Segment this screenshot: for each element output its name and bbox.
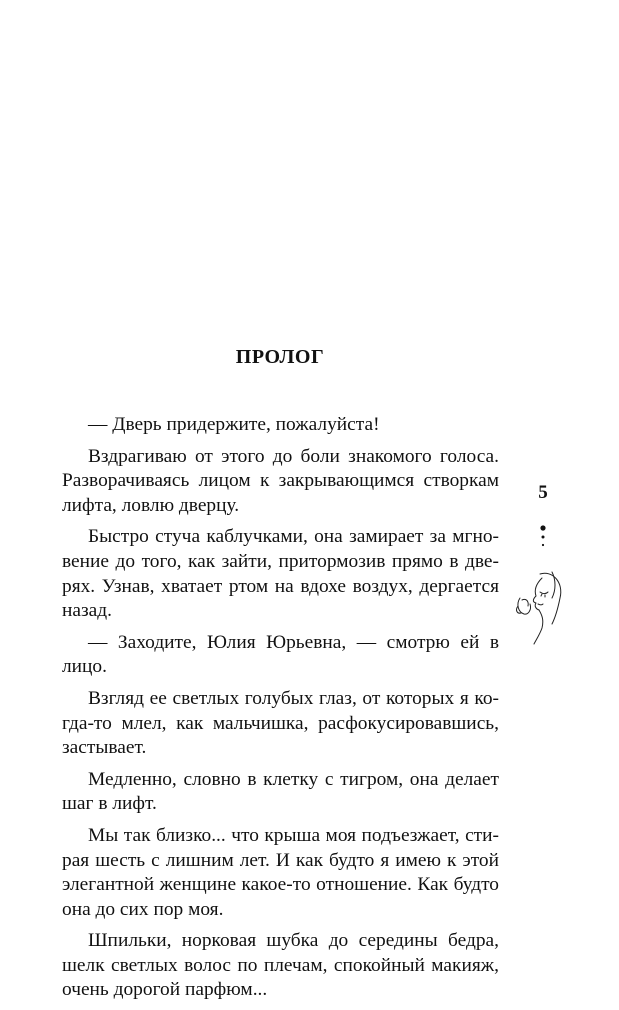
paragraph: Взгляд ее светлых голубых глаз, от которых я когда-то млел, как мальчишка, расфокусировавшись, застывает. xyxy=(62,687,499,759)
paragraph: — Заходите, Юлия Юрьевна, — смотрю ей в лицо. xyxy=(62,631,499,678)
paragraph: Быстро стуча каблучками, она замирает за мгновение до того, как зайти, притормозив прямо в дверях. Узнав, хватает ртом на вдохе воздух, дергается назад. xyxy=(62,526,499,622)
page-number: 5 xyxy=(538,482,548,503)
face-sketch-icon xyxy=(512,568,568,646)
paragraph: Шпильки, норковая шубка до середины бедра, шелк светлых волос по плечам, спокойный макияж, очень дорогой парфюм... xyxy=(62,930,499,1001)
paragraph: Медленно, словно в клетку с тигром, она делает шаг в лифт. xyxy=(62,768,499,815)
paragraph: Мы так близко... что крыша моя подъезжает, стирая шесть с лишним лет. И как будто я имею к этой элегантной женщине какое-то отношение. Как будто она до сих пор моя. xyxy=(62,824,499,920)
paragraph: Вздрагиваю от этого до боли знакомого голоса. Разворачиваясь лицом к закрывающимся створкам лифта, ловлю дверцу. xyxy=(62,445,499,516)
text-block xyxy=(62,413,499,1010)
paragraph: — Дверь придержите, пожалуйста! xyxy=(88,414,380,435)
chapter-title: ПРОЛОГ xyxy=(235,346,325,368)
dots-ornament-icon xyxy=(533,522,553,552)
